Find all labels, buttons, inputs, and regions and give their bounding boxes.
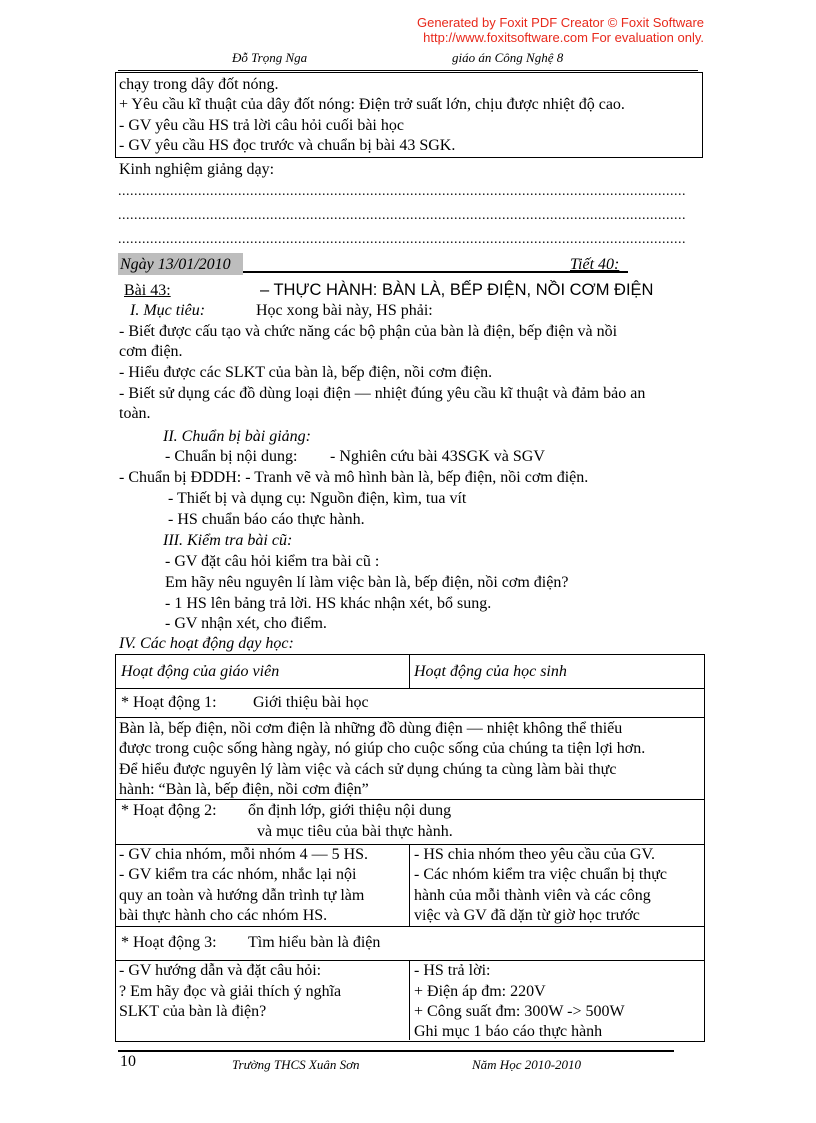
intro-line-4: hành: “Bàn là, bếp điện, nồi cơm điện” xyxy=(119,781,369,798)
objectives-intro: Học xong bài này, HS phải: xyxy=(256,302,433,319)
objective-line-5: toàn. xyxy=(119,405,151,422)
act1-title: Giới thiệu bài học xyxy=(253,694,369,711)
prep-tools: - Thiết bị và dụng cụ: Nguồn điện, kìm, tua vít xyxy=(168,490,467,507)
lesson-title: – THỰC HÀNH: BÀN LÀ, BẾP ĐIỆN, NỒI CƠM ĐIỆN xyxy=(260,281,654,299)
act2-student-4: việc và GV đã dặn từ giờ học trước xyxy=(414,907,640,924)
act3-student-3: + Công suất đm: 300W -> 500W xyxy=(414,1003,625,1020)
objective-line-4: - Biết sử dụng các đồ dùng loại điện — nhiệt đúng yêu cầu kĩ thuật và đảm bảo an xyxy=(119,385,646,402)
prep-content-value: - Nghiên cứu bài 43SGK và SGV xyxy=(330,448,545,465)
col-divider-2 xyxy=(409,844,410,926)
lesson-period: Tiết 40: xyxy=(570,256,620,273)
header-author: Đỗ Trọng Nga xyxy=(232,50,308,65)
box-line-3: - GV yêu cầu HS trả lời câu hỏi cuối bài học xyxy=(119,117,404,134)
intro-line-2: được trong cuộc sống hàng ngày, nó giúp cho cuộc sống của chúng ta tiện lợi hơn. xyxy=(119,740,646,757)
act2-title-2: và mục tiêu của bài thực hành. xyxy=(257,823,453,840)
footer-rule xyxy=(118,1050,674,1052)
lesson-date: Ngày 13/01/2010 xyxy=(120,256,231,273)
act2-teacher-3: quy an toàn và hướng dẫn trình tự làm xyxy=(119,887,365,904)
act3-student-1: - HS trả lời: xyxy=(414,962,491,979)
prep-report: - HS chuẩn báo cáo thực hành. xyxy=(168,511,365,528)
act3-student-4: Ghi mục 1 báo cáo thực hành xyxy=(414,1023,603,1040)
review-line-2: Em hãy nêu nguyên lí làm việc bàn là, bếp điện, nồi cơm điện? xyxy=(165,574,569,591)
act1-row xyxy=(116,688,704,689)
activities-label: IV. Các hoạt động dạy học: xyxy=(119,635,294,652)
header-subject: giáo án Công Nghệ 8 xyxy=(452,50,564,65)
pdf-watermark xyxy=(417,15,704,45)
box-line-4: - GV yêu cầu HS đọc trước và chuẩn bị bài 43 SGK. xyxy=(119,137,456,154)
prep-equipment: - Chuẩn bị ĐDDH: - Tranh vẽ và mô hình bàn là, bếp điện, nồi cơm điện. xyxy=(119,469,589,486)
header-rule xyxy=(118,70,698,71)
objectives-label xyxy=(130,301,205,321)
activities-table xyxy=(115,654,705,1042)
intro-line-1: Bàn là, bếp điện, nồi cơm điện là những đồ dùng điện — nhiệt không thể thiếu xyxy=(119,720,623,737)
act2-student-2: - Các nhóm kiểm tra việc chuẩn bị thực xyxy=(414,866,668,883)
dotted-line-1: .............................................................................................................................................. xyxy=(118,184,686,199)
act1-heading xyxy=(121,693,217,713)
dotted-line-3: .............................................................................................................................................. xyxy=(118,232,686,247)
box-line-2: + Yêu cầu kĩ thuật của dây đốt nóng: Điện trở suất lớn, chịu được nhiệt độ cao. xyxy=(119,96,625,113)
act3-teacher-3: SLKT của bàn là điện? xyxy=(119,1003,267,1020)
objectives-label-text: I. Mục tiêu: xyxy=(130,302,206,319)
box-line-1: chạy trong dây đốt nóng. xyxy=(119,76,279,93)
col-header-student: Hoạt động của học sinh xyxy=(414,663,567,680)
dotted-line-2: .............................................................................................................................................. xyxy=(118,208,686,223)
review-line-4: - GV nhận xét, cho điểm. xyxy=(165,615,327,632)
review-line-1: - GV đặt câu hỏi kiểm tra bài cũ : xyxy=(165,553,380,570)
act2-title-1: ổn định lớp, giới thiệu nội dung xyxy=(248,802,452,819)
col-divider-3 xyxy=(409,960,410,1040)
intro-line-3: Để hiểu được nguyên lý làm việc và cách sử dụng chúng ta cùng làm bài thực xyxy=(119,761,617,778)
act2-teacher-4: bài thực hành cho các nhóm HS. xyxy=(119,907,328,924)
objective-line-1: - Biết được cấu tạo và chức năng các bộ phận của bàn là điện, bếp điện và nồi xyxy=(119,323,618,340)
act2-teacher-2: - GV kiểm tra các nhóm, nhắc lại nội xyxy=(119,866,357,883)
act3-teacher-2: ? Em hãy đọc và giải thích ý nghĩa xyxy=(119,983,342,1000)
watermark-line-2: http://www.foxitsoftware.com For evaluation only. xyxy=(423,30,704,45)
footer-page-number: 10 xyxy=(120,1053,136,1070)
act3-teacher-1: - GV hướng dẫn và đặt câu hỏi: xyxy=(119,962,322,979)
act2-label: * Hoạt động 2: xyxy=(121,802,217,819)
prep-label: II. Chuẩn bị bài giảng: xyxy=(163,428,311,445)
act2-teacher-1: - GV chia nhóm, mỗi nhóm 4 — 5 HS. xyxy=(119,846,369,863)
act2-student-3: hành của mỗi thành viên và các công xyxy=(414,887,651,904)
act2-student-1: - HS chia nhóm theo yêu cầu của GV. xyxy=(414,846,655,863)
act3-title: Tìm hiểu bàn là điện xyxy=(248,934,381,951)
review-label: III. Kiểm tra bài cũ: xyxy=(163,532,293,549)
intro-row xyxy=(116,717,704,718)
objective-line-2: cơm điện. xyxy=(119,343,183,360)
act2-row xyxy=(116,799,704,800)
watermark-line-1: Generated by Foxit PDF Creator © Foxit Software xyxy=(416,15,704,30)
act3-label: * Hoạt động 3: xyxy=(121,934,217,951)
col-header-teacher: Hoạt động của giáo viên xyxy=(121,663,280,680)
prep-content-prefix: - Chuẩn bị nội dung: xyxy=(165,448,298,465)
act1-label: * Hoạt động 1: xyxy=(121,694,217,711)
footer-school: Trường THCS Xuân Sơn xyxy=(232,1057,360,1072)
act3-student-2: + Điện áp đm: 220V xyxy=(414,983,546,1000)
act3-row xyxy=(116,926,704,927)
review-line-3: - 1 HS lên bảng trả lời. HS khác nhận xét, bổ sung. xyxy=(165,595,492,612)
col-divider-1 xyxy=(409,655,410,688)
objective-line-3: - Hiểu được các SLKT của bàn là, bếp điện, nồi cơm điện. xyxy=(119,364,493,381)
experience-label: Kinh nghiệm giảng dạy: xyxy=(119,161,275,178)
lesson-number: Bài 43: xyxy=(124,282,171,299)
footer-year: Năm Học 2010-2010 xyxy=(472,1057,582,1072)
